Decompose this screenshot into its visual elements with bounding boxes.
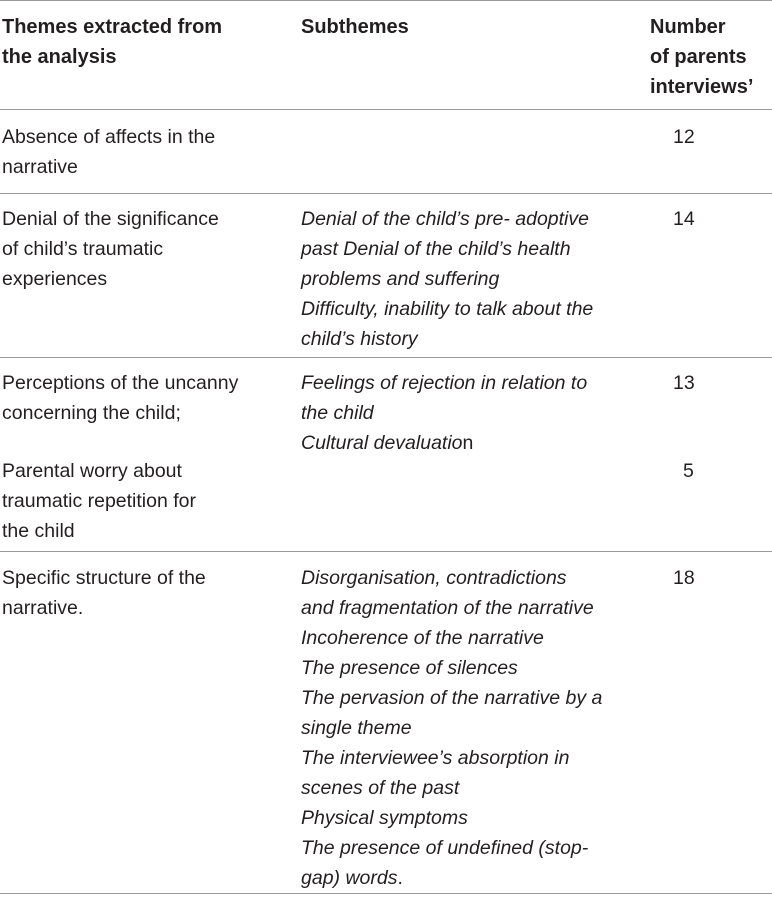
header-subthemes: [299, 1, 639, 109]
subthemes-cell: [299, 204, 639, 357]
theme-line: of child’s traumatic: [2, 238, 164, 260]
subthemes-cell: [299, 368, 639, 551]
subtheme-text-tail: n: [462, 432, 474, 454]
header-themes-line: the analysis: [2, 46, 117, 68]
theme-cell: [0, 368, 299, 551]
subtheme-line: The presence of silences: [301, 657, 518, 679]
header-count: [639, 1, 772, 109]
spacer: [673, 398, 772, 428]
subtheme-line: problems and suffering: [301, 268, 500, 290]
header-themes-line: Themes extracted from: [2, 16, 223, 38]
theme-line: narrative: [2, 156, 78, 178]
theme-cell: [0, 204, 299, 357]
subtheme-line: [301, 428, 639, 458]
table-row: [0, 552, 772, 894]
theme-cell: [0, 563, 299, 893]
subtheme-line: The pervasion of the narrative by a: [301, 687, 603, 709]
subtheme-line: Difficulty, inability to talk about the: [301, 298, 594, 320]
table-row: [0, 358, 772, 552]
subtheme-text: gap) words: [301, 867, 398, 889]
subtheme-line: Denial of the child’s pre- adoptive: [301, 208, 589, 230]
subtheme-line: Feelings of rejection in relation to: [301, 372, 588, 394]
table-row: [0, 194, 772, 358]
subtheme-line: The presence of undefined (stop-: [301, 837, 589, 859]
count-value: 18: [673, 567, 695, 589]
header-subthemes-line: Subthemes: [301, 16, 409, 38]
subtheme-line: Physical symptoms: [301, 807, 468, 829]
header-themes: [0, 1, 299, 109]
table-row: [0, 110, 772, 194]
subtheme-line: and fragmentation of the narrative: [301, 597, 594, 619]
theme-line: Specific structure of the: [2, 567, 206, 589]
theme-line: Absence of affects in the: [2, 126, 216, 148]
count-value: 13: [673, 372, 695, 394]
spacer: [2, 428, 299, 456]
subtheme-line: past Denial of the child’s health: [301, 238, 571, 260]
count-cell: [639, 368, 772, 551]
theme-line: concerning the child;: [2, 402, 181, 424]
header-count-line: Number: [650, 16, 726, 38]
count-value: 5: [683, 460, 694, 482]
table-header-row: [0, 0, 772, 110]
subtheme-line: The interviewee’s absorption in: [301, 747, 570, 769]
subtheme-line: Incoherence of the narrative: [301, 627, 544, 649]
subtheme-line: Disorganisation, contradictions: [301, 567, 567, 589]
subtheme-text: Cultural devaluatio: [301, 432, 463, 454]
subtheme-line: the child: [301, 402, 374, 424]
subtheme-line: single theme: [301, 717, 412, 739]
subthemes-cell: [299, 563, 639, 893]
subtheme-line: [301, 863, 639, 893]
header-count-line: interviews’: [650, 76, 754, 98]
spacer: [673, 428, 772, 456]
theme-line: Denial of the significance: [2, 208, 219, 230]
theme-cell: [0, 122, 299, 193]
theme-line: the child: [2, 520, 75, 542]
theme-line: experiences: [2, 268, 108, 290]
count-value: 12: [673, 126, 695, 148]
theme-line: Parental worry about: [2, 460, 182, 482]
subthemes-cell: [299, 122, 639, 193]
theme-line: narrative.: [2, 597, 84, 619]
header-count-line: of parents: [650, 46, 747, 68]
count-cell: [639, 204, 772, 357]
theme-line: Perceptions of the uncanny: [2, 372, 239, 394]
count-cell: [639, 563, 772, 893]
subtheme-line: child’s history: [301, 328, 418, 350]
subtheme-text-tail: .: [397, 867, 403, 889]
theme-line: traumatic repetition for: [2, 490, 197, 512]
count-cell: [639, 122, 772, 193]
count-value: 14: [673, 208, 695, 230]
subtheme-line: scenes of the past: [301, 777, 460, 799]
